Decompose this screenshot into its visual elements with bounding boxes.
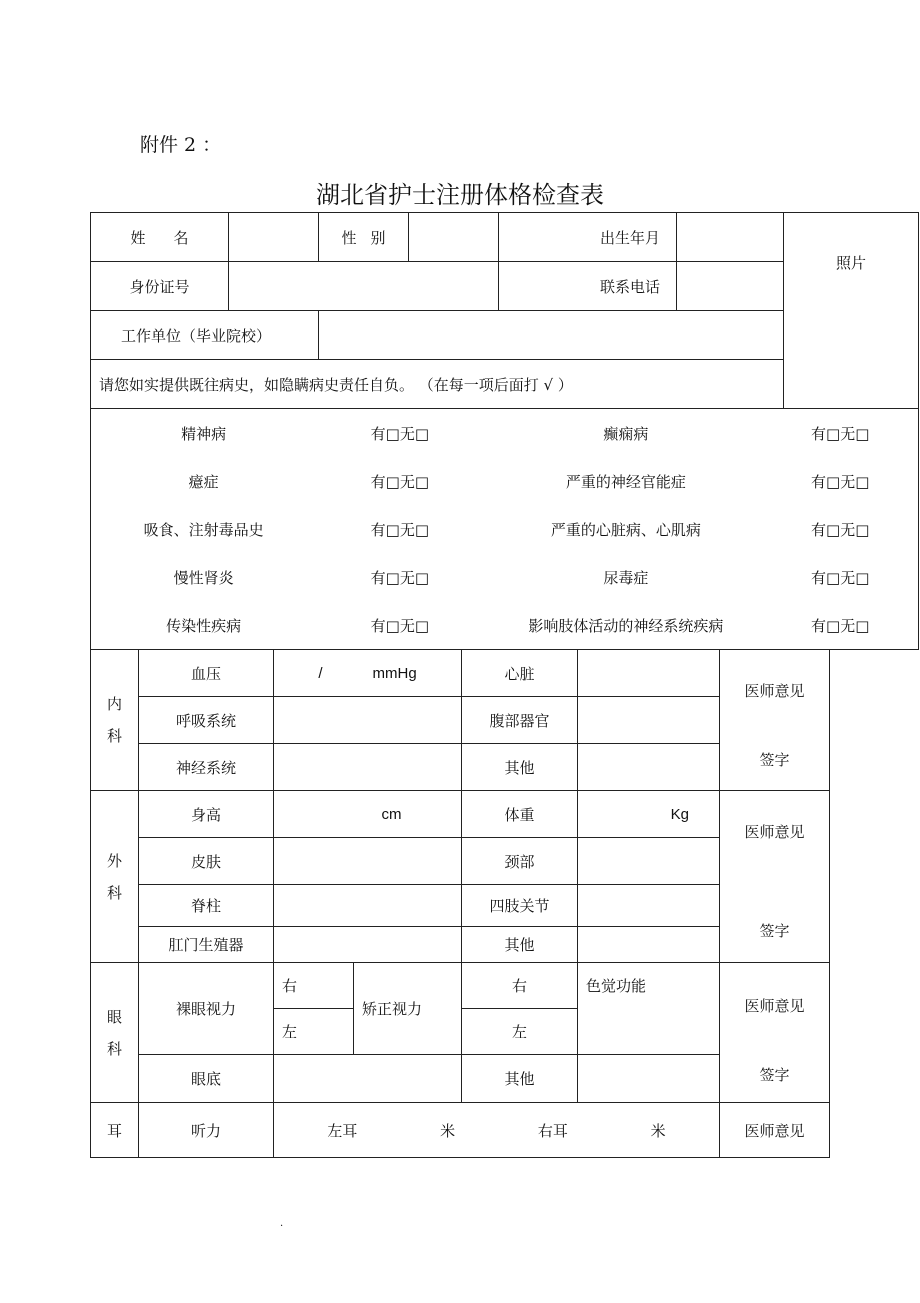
height-field[interactable]: cm [274,791,462,838]
hearing-field[interactable] [274,1103,720,1158]
history-checkbox[interactable]: 有□无□ [811,568,870,587]
history-checkbox[interactable]: 有□无□ [811,520,870,539]
signature-label: 签字 [759,1066,790,1084]
left-ear-label: 左耳 [327,1121,358,1140]
surgery-other-field[interactable] [578,927,720,963]
gender-label: 性 别 [319,213,409,262]
history-checkbox[interactable]: 有□无□ [811,424,870,443]
id-label: 身份证号 [91,262,229,311]
eye-dept: 眼 科 [91,963,139,1103]
naked-right-label[interactable]: 右 [274,963,354,1009]
birth-field[interactable] [677,213,784,262]
surgery-opinion[interactable] [720,791,830,963]
doctor-opinion-label: 医师意见 [744,997,805,1015]
eye-other-field[interactable] [578,1055,720,1103]
name-label: 姓 名 [91,213,229,262]
history-grid [91,409,918,649]
nerve-label: 神经系统 [139,744,274,791]
exam-table [90,649,830,1158]
corrected-vision-label: 矫正视力 [354,963,462,1055]
abdomen-label: 腹部器官 [462,697,578,744]
left-ear-unit: 米 [440,1121,456,1140]
surgery-other-label: 其他 [462,927,578,963]
photo-area[interactable] [784,213,919,409]
skin-label: 皮肤 [139,838,274,885]
history-block [91,409,919,650]
eye-other-label: 其他 [462,1055,578,1103]
weight-label: 体重 [462,791,578,838]
ear-dept: 耳 [91,1103,139,1158]
internal-opinion[interactable] [720,650,830,791]
history-item: 传染性疾病 [166,616,242,635]
spine-label: 脊柱 [139,885,274,927]
resp-field[interactable] [274,697,462,744]
birth-label: 出生年月 [499,213,677,262]
nerve-field[interactable] [274,744,462,791]
form-title: 湖北省护士注册体格检查表 [316,181,604,209]
abdomen-field[interactable] [578,697,720,744]
history-checkbox[interactable]: 有□无□ [370,568,430,587]
right-ear-label: 右耳 [537,1121,568,1140]
fundus-field[interactable] [274,1055,462,1103]
internal-other-label: 其他 [462,744,578,791]
resp-label: 呼吸系统 [139,697,274,744]
signature-label: 签字 [759,751,790,769]
history-checkbox[interactable]: 有□无□ [811,616,870,635]
bp-label: 血压 [139,650,274,697]
neck-field[interactable] [578,838,720,885]
color-vision-label[interactable]: 色觉功能 [578,963,720,1055]
fundus-label: 眼底 [139,1055,274,1103]
name-field[interactable] [229,213,319,262]
history-checkbox[interactable]: 有□无□ [370,472,430,491]
id-field[interactable] [229,262,499,311]
history-checkbox[interactable]: 有□无□ [370,424,430,443]
personal-info-table [90,212,919,650]
eye-opinion[interactable] [720,963,830,1103]
footer-dot: . [280,1218,284,1229]
history-item: 严重的神经官能症 [565,472,686,491]
photo-label: 照片 [835,254,866,272]
heart-label: 心脏 [462,650,578,697]
ear-opinion[interactable] [720,1103,830,1158]
history-item: 精神病 [181,424,227,443]
doctor-opinion-label: 医师意见 [744,1121,805,1140]
doctor-opinion-label: 医师意见 [744,823,805,841]
right-ear-unit: 米 [650,1121,666,1140]
spine-field[interactable] [274,885,462,927]
internal-other-field[interactable] [578,744,720,791]
work-label: 工作单位（毕业院校） [91,311,319,360]
doctor-opinion-label: 医师意见 [744,682,805,700]
history-checkbox[interactable]: 有□无□ [811,472,870,491]
history-item: 吸食、注射毒品史 [143,520,264,539]
skin-field[interactable] [274,838,462,885]
naked-left-label[interactable]: 左 [274,1009,354,1055]
history-checkbox[interactable]: 有□无□ [370,520,430,539]
surgery-dept: 外 科 [91,791,139,963]
work-field[interactable] [319,311,784,360]
limbs-label: 四肢关节 [462,885,578,927]
naked-vision-label: 裸眼视力 [139,963,274,1055]
declaration: 请您如实提供既往病史，如隐瞒病史责任自负。 （在每一项后面打 √ ） [91,360,784,409]
signature-label: 签字 [759,922,790,940]
attachment-label: 附件 2 ： [140,134,222,156]
history-checkbox[interactable]: 有□无□ [370,616,430,635]
height-label: 身高 [139,791,274,838]
history-item: 影响肢体活动的神经系统疾病 [528,616,724,635]
hearing-label: 听力 [139,1103,274,1158]
anal-field[interactable] [274,927,462,963]
anal-label: 肛门生殖器 [139,927,274,963]
history-item: 慢性肾炎 [173,568,234,587]
neck-label: 颈部 [462,838,578,885]
internal-dept: 内 科 [91,650,139,791]
phone-field[interactable] [677,262,784,311]
gender-field[interactable] [409,213,499,262]
heart-field[interactable] [578,650,720,697]
limbs-field[interactable] [578,885,720,927]
history-item: 严重的心脏病、心肌病 [550,520,701,539]
history-item: 尿毒症 [603,568,649,587]
corrected-left-label[interactable]: 左 [462,1009,578,1055]
history-item: 癫痫病 [603,424,649,443]
bp-field[interactable]: / mmHg [274,650,462,697]
phone-label: 联系电话 [499,262,677,311]
corrected-right-label[interactable]: 右 [462,963,578,1009]
weight-field[interactable]: Kg [578,791,720,838]
history-item: 癔症 [188,472,219,491]
